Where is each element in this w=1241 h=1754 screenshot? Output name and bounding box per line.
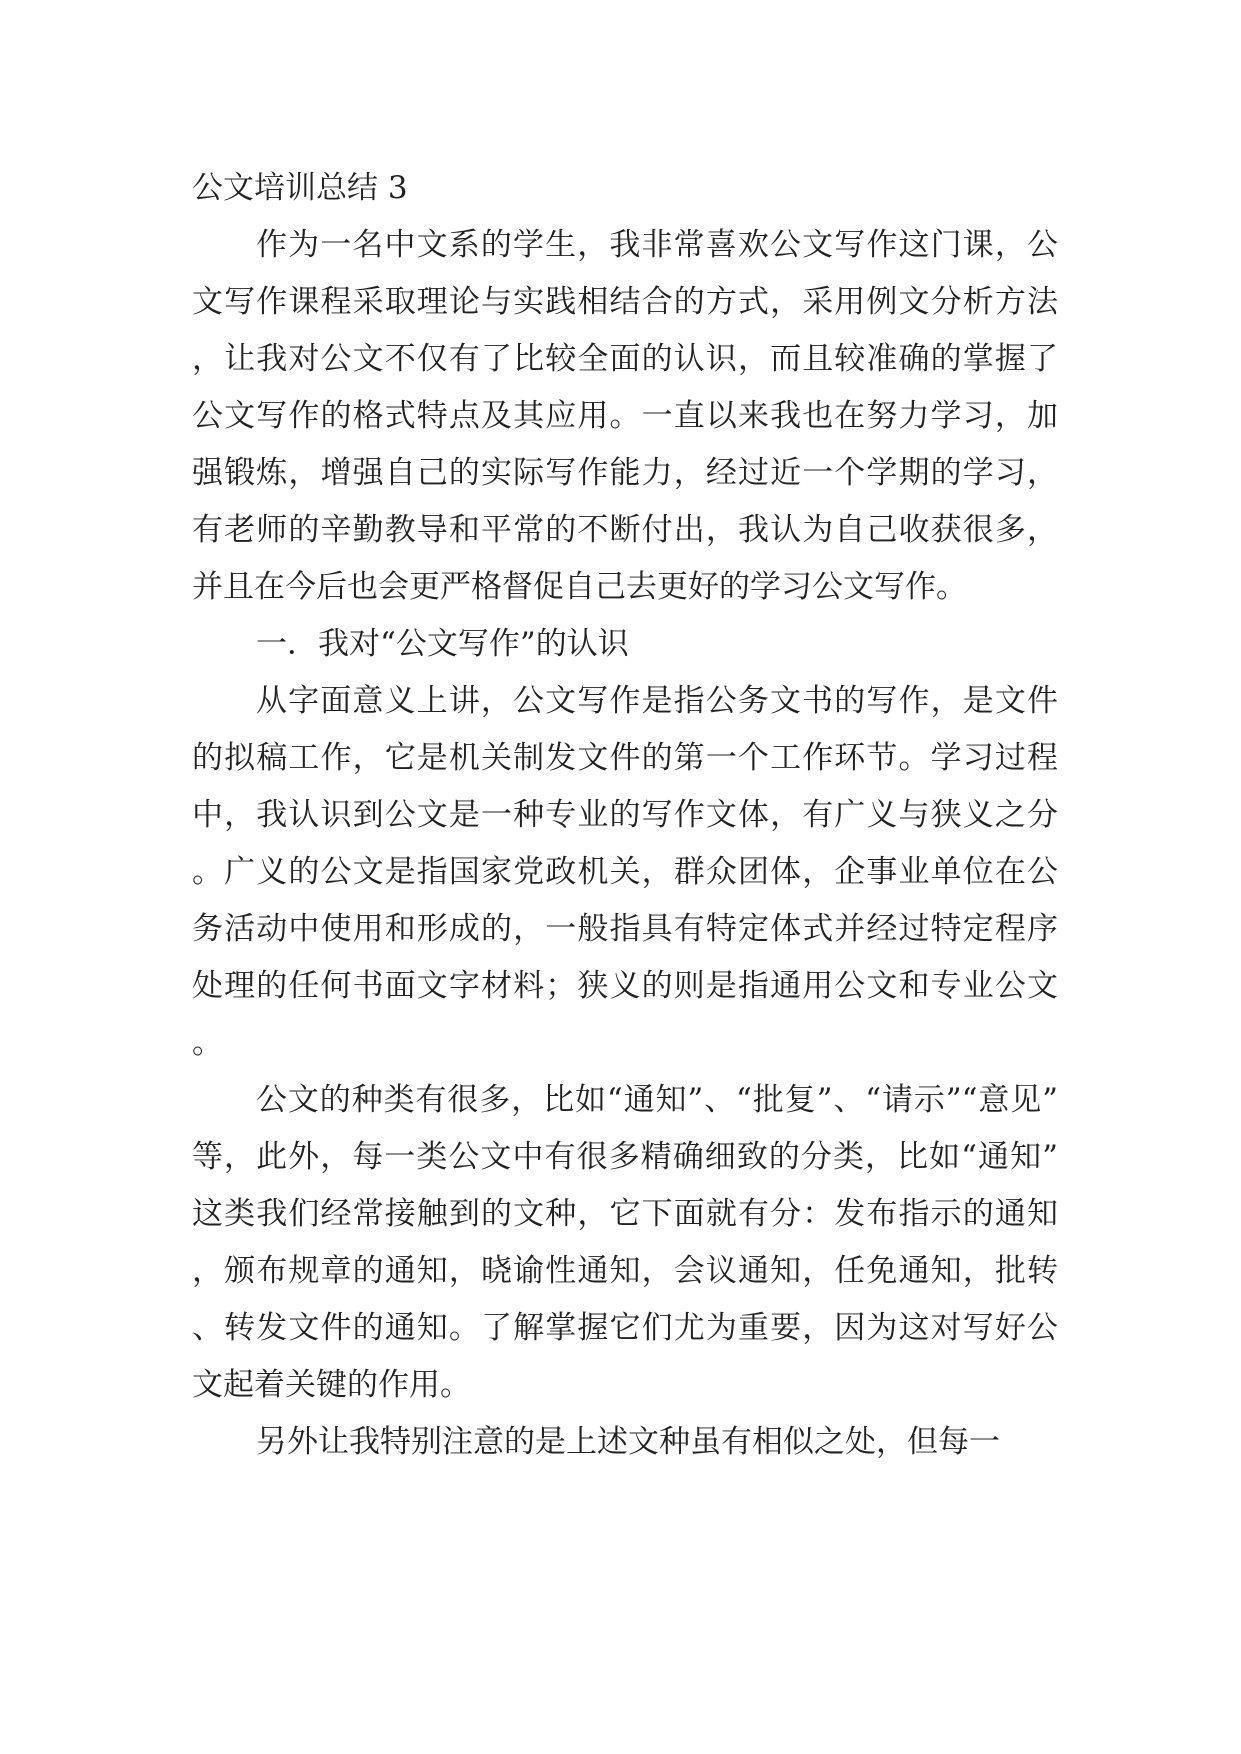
paragraph-continued: 另外让我特别注意的是上述文种虽有相似之处，但每一 [256,1424,1000,1460]
paragraph-definition: 从字面意义上讲，公文写作是指公务文书的写作，是文件的拟稿工作，它是机关制发文件的第一个工作环节。学习过程中，我认识到公文是一种专业的写作文体，有广义与狭义之分。广义的公文是指国家党政机关，群众团体，企事业单位在公务活动中使用和形成的，一般指具有特定体式并经过特定程序处理的任何书面文字材料；狭义的则是指通用公文和专业公文。 [192,683,1058,1061]
document-title: 公文培训总结 3 [192,170,408,206]
document-body [192,160,1058,1471]
paragraph-types: 公文的种类有很多，比如“通知”、“批复”、“请示”“意见”等，此外，每一类公文中有很多精确细致的分类，比如“通知”这类我们经常接触到的文种，它下面就有分：发布指示的通知，颁布规章的通知，晓谕性通知，会议通知，任免通知，批转、转发文件的通知。了解掌握它们尤为重要，因为这对写好公文起着关键的作用。 [192,1082,1058,1403]
section-heading-1: 一．我对“公文写作”的认识 [256,626,629,662]
paragraph-intro: 作为一名中文系的学生，我非常喜欢公文写作这门课，公文写作课程采取理论与实践相结合的方式，采用例文分析方法，让我对公文不仅有了比较全面的认识，而且较准确的掌握了公文写作的格式特点及其应用。一直以来我也在努力学习，加强锻炼，增强自己的实际写作能力，经过近一个学期的学习，有老师的辛勤教导和平常的不断付出，我认为自己收获很多，并且在今后也会更严格督促自己去更好的学习公文写作。 [192,227,1058,605]
